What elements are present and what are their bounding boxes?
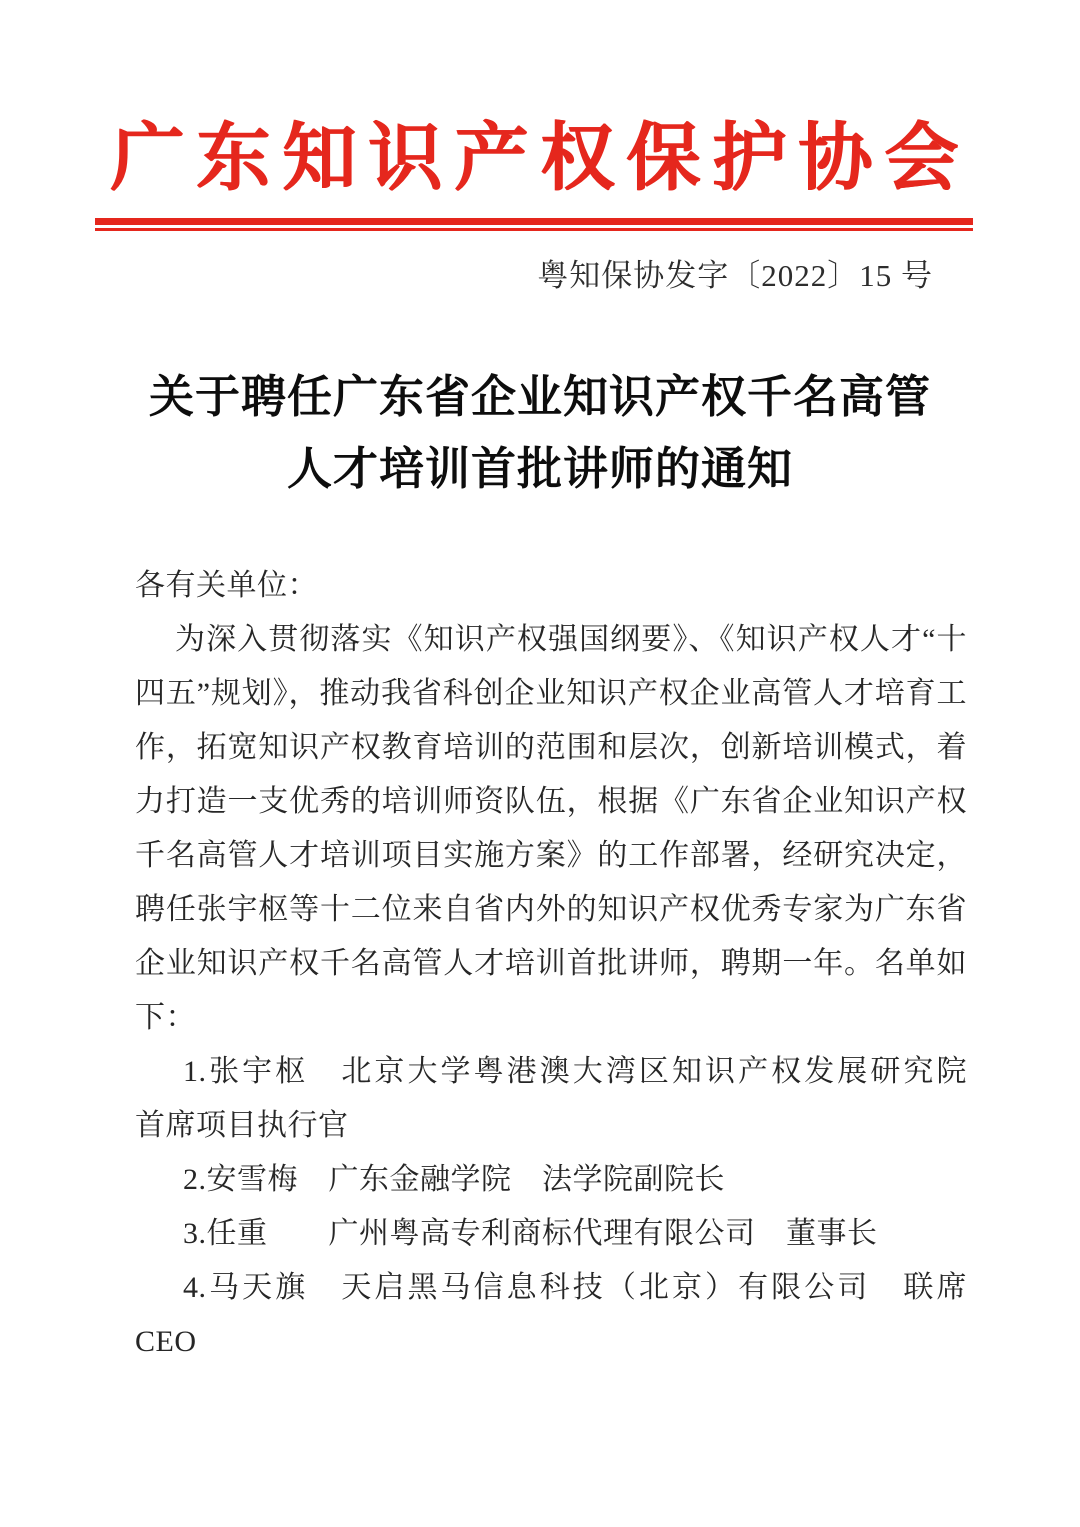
lecturer-list-item: 2.安雪梅 广东金融学院 法学院副院长 <box>183 1163 725 1196</box>
letterhead-divider <box>95 218 973 231</box>
document-reference-number: 粤知保协发字〔2022〕15 号 <box>537 258 933 293</box>
notice-title <box>0 361 1080 505</box>
document-body <box>135 559 998 1369</box>
lecturer-list-item: 3.任重 广州粤高专利商标代理有限公司 董事长 <box>183 1217 878 1250</box>
lecturer-list-item: 1.张宇枢 北京大学粤港澳大湾区知识产权发展研究院 首席项目执行官 <box>135 1055 998 1142</box>
divider-thin-line <box>95 228 973 231</box>
divider-thick-line <box>95 218 973 225</box>
letterhead-org-title: 广东知识产权保护协会 <box>110 118 970 200</box>
notice-title-line2: 人才培训首批讲师的通知 <box>286 444 793 494</box>
salutation: 各有关单位： <box>135 569 318 602</box>
notice-title-line1: 关于聘任广东省企业知识产权千名高管 <box>148 372 931 422</box>
main-paragraph: 为深入贯彻落实《知识产权强国纲要》、《知识产权人才“十四五”规划》，推动我省科创企业知识产权企业高管人才培育工作，拓宽知识产权教育培训的范围和层次，创新培训模式，着力打造一支优秀的培训师资队伍，根据《广东省企业知识产权千名高管人才培训项目实施方案》的工作部署，经研究决定，聘任张宇枢等十二位来自省内外的知识产权优秀专家为广东省企业知识产权千名高管人才培训首批讲师，聘期一年。名单如下： <box>135 623 967 1034</box>
lecturer-list-item: 4.马天旗 天启黑马信息科技（北京）有限公司 联席 CEO <box>135 1271 967 1358</box>
